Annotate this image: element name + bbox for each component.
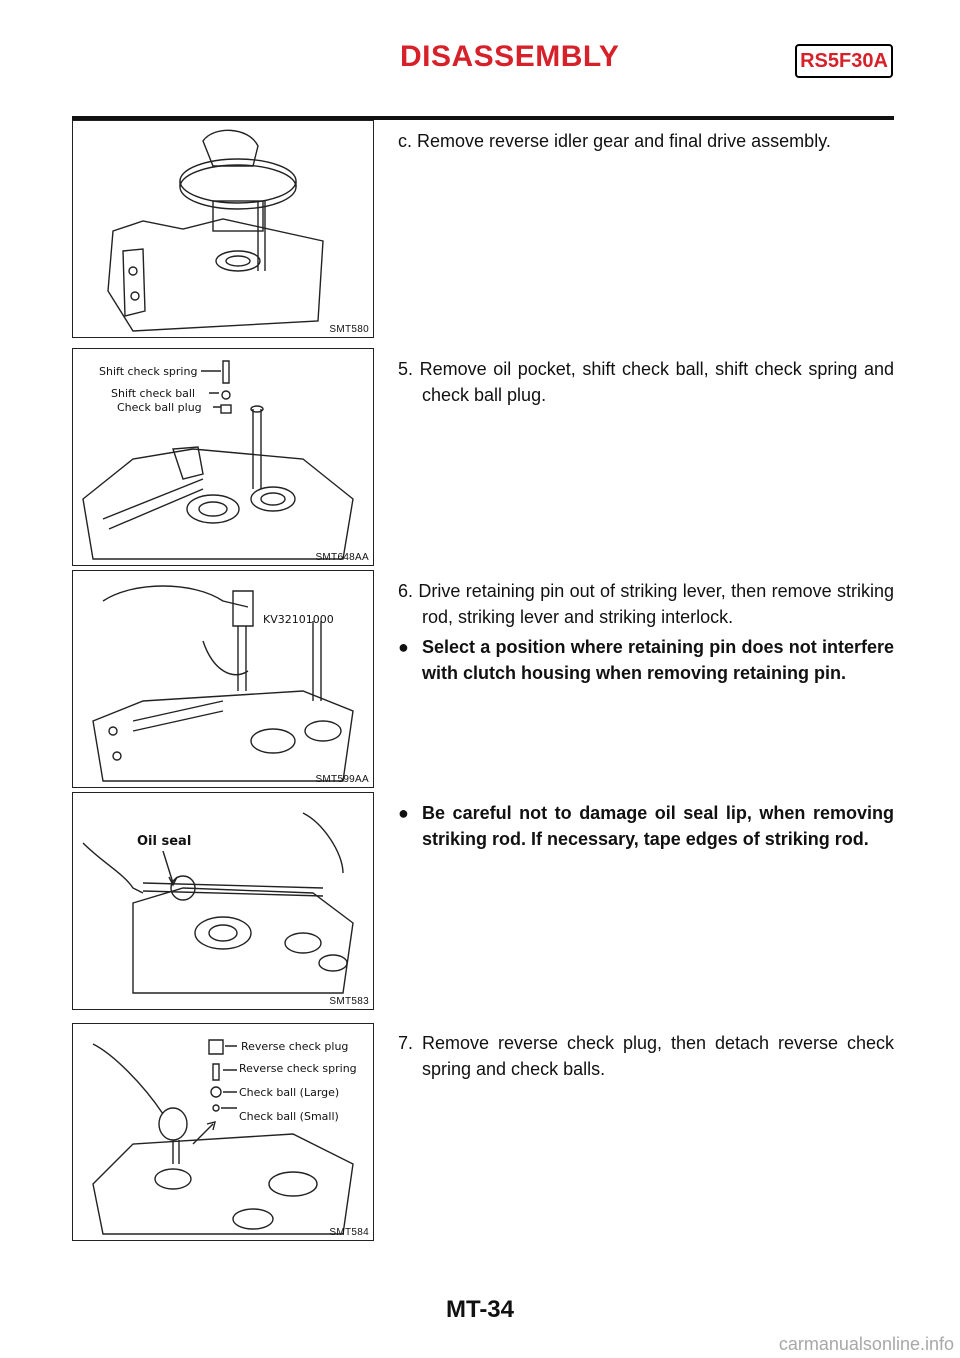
label-shift-check-ball: Shift check ball	[111, 387, 196, 400]
shift-check-illustration	[73, 349, 373, 565]
figure-code: SMT580	[329, 324, 369, 335]
bullet-text: Select a position where retaining pin does not interfere with clutch housing when removing retaining pin.	[422, 637, 894, 683]
step-6: 6. Drive retaining pin out of striking lever, then remove striking rod, striking lever and striking interlock.	[398, 581, 894, 627]
figure-smt580	[72, 120, 374, 338]
label-reverse-check-spring: Reverse check spring	[239, 1062, 357, 1075]
section-2-text	[398, 356, 894, 408]
figure-code: SMT648AA	[315, 552, 369, 563]
figure-smt584	[72, 1023, 374, 1241]
label-reverse-check-plug: Reverse check plug	[241, 1040, 349, 1053]
final-drive-illustration	[73, 121, 373, 337]
page-number: MT-34	[445, 1296, 514, 1323]
bullet-note-oil-seal	[398, 800, 894, 852]
label-oil-seal: Oil seal	[137, 834, 192, 849]
label-tool-kv32101000: KV32101000	[263, 613, 334, 626]
step-c: c. Remove reverse idler gear and final drive assembly.	[398, 131, 831, 151]
section-5-text	[398, 1030, 894, 1082]
reverse-check-illustration	[73, 1024, 373, 1240]
retaining-pin-illustration	[73, 571, 373, 787]
label-shift-check-spring: Shift check spring	[99, 365, 198, 378]
section-title: DISASSEMBLY	[400, 40, 620, 73]
figure-code: SMT584	[329, 1227, 369, 1238]
watermark: carmanualsonline.info	[778, 1334, 954, 1354]
figure-code: SMT599AA	[315, 774, 369, 785]
section-4-text	[398, 800, 894, 852]
section-1-text	[398, 128, 894, 154]
figure-smt648aa	[72, 348, 374, 566]
label-check-ball-small: Check ball (Small)	[239, 1110, 339, 1123]
bullet-note-retaining-pin	[398, 634, 894, 686]
figure-smt583	[72, 792, 374, 1010]
bullet-icon: ●	[398, 803, 409, 823]
bullet-text: Be careful not to damage oil seal lip, when removing striking rod. If necessary, tape edges of striking rod.	[422, 803, 894, 849]
bullet-icon: ●	[398, 637, 409, 657]
label-check-ball-plug: Check ball plug	[117, 401, 202, 414]
section-3-text	[398, 578, 894, 686]
figure-code: SMT583	[329, 996, 369, 1007]
step-7: 7. Remove reverse check plug, then detach reverse check spring and check balls.	[398, 1033, 894, 1079]
label-check-ball-large: Check ball (Large)	[239, 1086, 340, 1099]
model-badge: RS5F30A	[795, 44, 893, 78]
oil-seal-illustration	[73, 793, 373, 1009]
step-5: 5. Remove oil pocket, shift check ball, shift check spring and check ball plug.	[398, 359, 894, 405]
page-header	[0, 40, 960, 100]
figure-smt599aa	[72, 570, 374, 788]
